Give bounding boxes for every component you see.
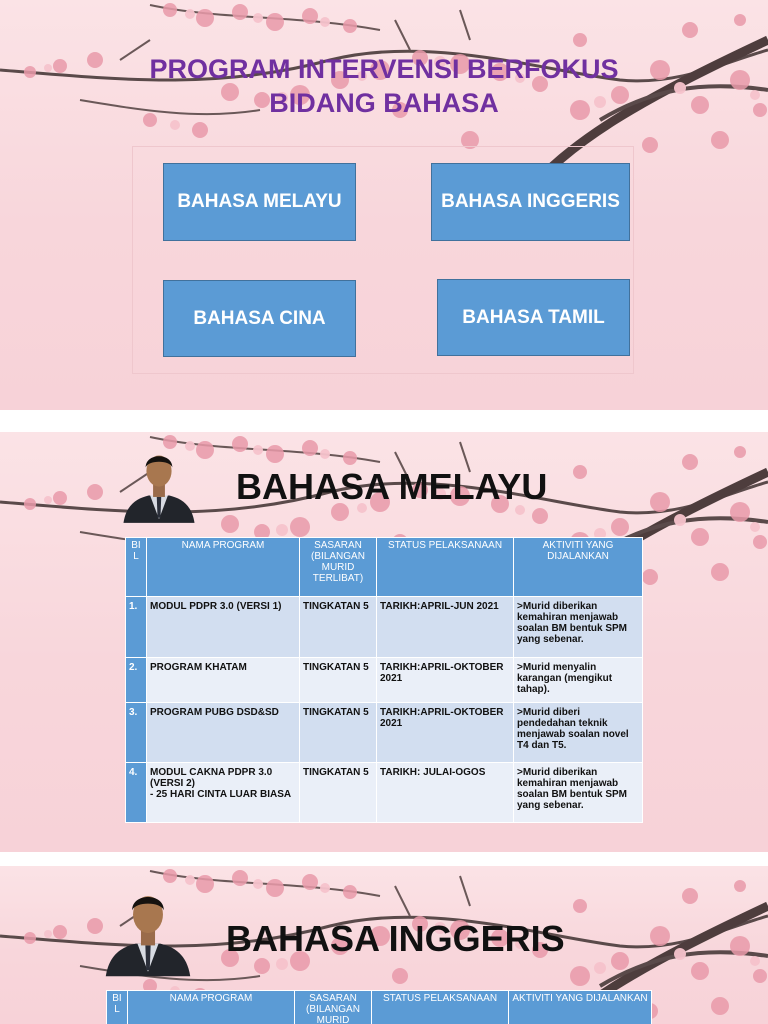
row-bil: 4. bbox=[126, 763, 147, 823]
row-status: TARIKH:APRIL-OKTOBER 2021 bbox=[377, 658, 514, 703]
row-nama-line1: MODUL CAKNA PDPR 3.0 (VERSI 2) bbox=[150, 767, 273, 789]
header-status: STATUS PELAKSANAAN bbox=[377, 538, 514, 597]
section-title: BAHASA INGGERIS bbox=[226, 918, 565, 959]
slide-intro bbox=[0, 0, 768, 410]
header-aktiviti: AKTIVITI YANG DIJALANKAN bbox=[509, 991, 652, 1024]
row-aktiviti: >Murid diberikan kemahiran menjawab soalan BM bentuk SPM yang sebenar. bbox=[514, 597, 643, 658]
bahasa-melayu-button[interactable]: BAHASA MELAYU bbox=[163, 163, 356, 241]
teacher-photo bbox=[104, 868, 192, 992]
row-status: TARIKH: JULAI-OGOS bbox=[377, 763, 514, 823]
row-bil: 2. bbox=[126, 658, 147, 703]
row-status: TARIKH:APRIL-OKTOBER 2021 bbox=[377, 703, 514, 763]
header-nama-program: NAMA PROGRAM bbox=[128, 991, 295, 1024]
header-sasaran: SASARAN (BILANGAN MURID TERLIBAT) bbox=[300, 538, 377, 597]
table-row bbox=[126, 597, 643, 658]
slide-bahasa-inggeris bbox=[0, 866, 768, 1024]
table-header bbox=[107, 991, 652, 1024]
header-sasaran: SASARAN (BILANGAN MURID bbox=[295, 991, 372, 1024]
header-bil: BI L bbox=[107, 991, 128, 1024]
program-table bbox=[106, 990, 652, 1024]
row-sasaran: TINGKATAN 5 bbox=[300, 763, 377, 823]
table-header bbox=[126, 538, 643, 597]
row-sasaran: TINGKATAN 5 bbox=[300, 703, 377, 763]
slide-bahasa-melayu bbox=[0, 432, 768, 852]
row-aktiviti: >Murid diberi pendedahan teknik menjawab soalan novel T4 dan T5. bbox=[514, 703, 643, 763]
header-status: STATUS PELAKSANAAN bbox=[372, 991, 509, 1024]
row-nama: MODUL PDPR 3.0 (VERSI 1) bbox=[147, 597, 300, 658]
table-row bbox=[126, 658, 643, 703]
row-sasaran: TINGKATAN 5 bbox=[300, 597, 377, 658]
bahasa-cina-button[interactable]: BAHASA CINA bbox=[163, 280, 356, 357]
program-table bbox=[125, 537, 643, 823]
row-bil: 3. bbox=[126, 703, 147, 763]
row-aktiviti: >Murid diberikan kemahiran menjawab soalan BM bentuk SPM yang sebenar. bbox=[514, 763, 643, 823]
row-sasaran: TINGKATAN 5 bbox=[300, 658, 377, 703]
row-nama-line2: - 25 HARI CINTA LUAR BIASA bbox=[150, 789, 292, 800]
row-nama: PROGRAM PUBG DSD&SD bbox=[147, 703, 300, 763]
header-aktiviti: AKTIVITI YANG DIJALANKAN bbox=[514, 538, 643, 597]
table-row bbox=[126, 703, 643, 763]
teacher-photo bbox=[122, 432, 196, 536]
page-title-line2: BIDANG BAHASA bbox=[269, 88, 499, 118]
header-nama-program: NAMA PROGRAM bbox=[147, 538, 300, 597]
row-status: TARIKH:APRIL-JUN 2021 bbox=[377, 597, 514, 658]
row-aktiviti: >Murid menyalin karangan (mengikut tahap). bbox=[514, 658, 643, 703]
header-bil: BI L bbox=[126, 538, 147, 597]
bahasa-inggeris-button[interactable]: BAHASA INGGERIS bbox=[431, 163, 630, 241]
row-bil: 1. bbox=[126, 597, 147, 658]
section-title: BAHASA MELAYU bbox=[236, 466, 548, 507]
page-title-line1: PROGRAM INTERVENSI BERFOKUS bbox=[149, 54, 619, 84]
row-nama: PROGRAM KHATAM bbox=[147, 658, 300, 703]
bahasa-tamil-button[interactable]: BAHASA TAMIL bbox=[437, 279, 630, 356]
table-row bbox=[126, 763, 643, 823]
row-nama bbox=[147, 763, 300, 823]
